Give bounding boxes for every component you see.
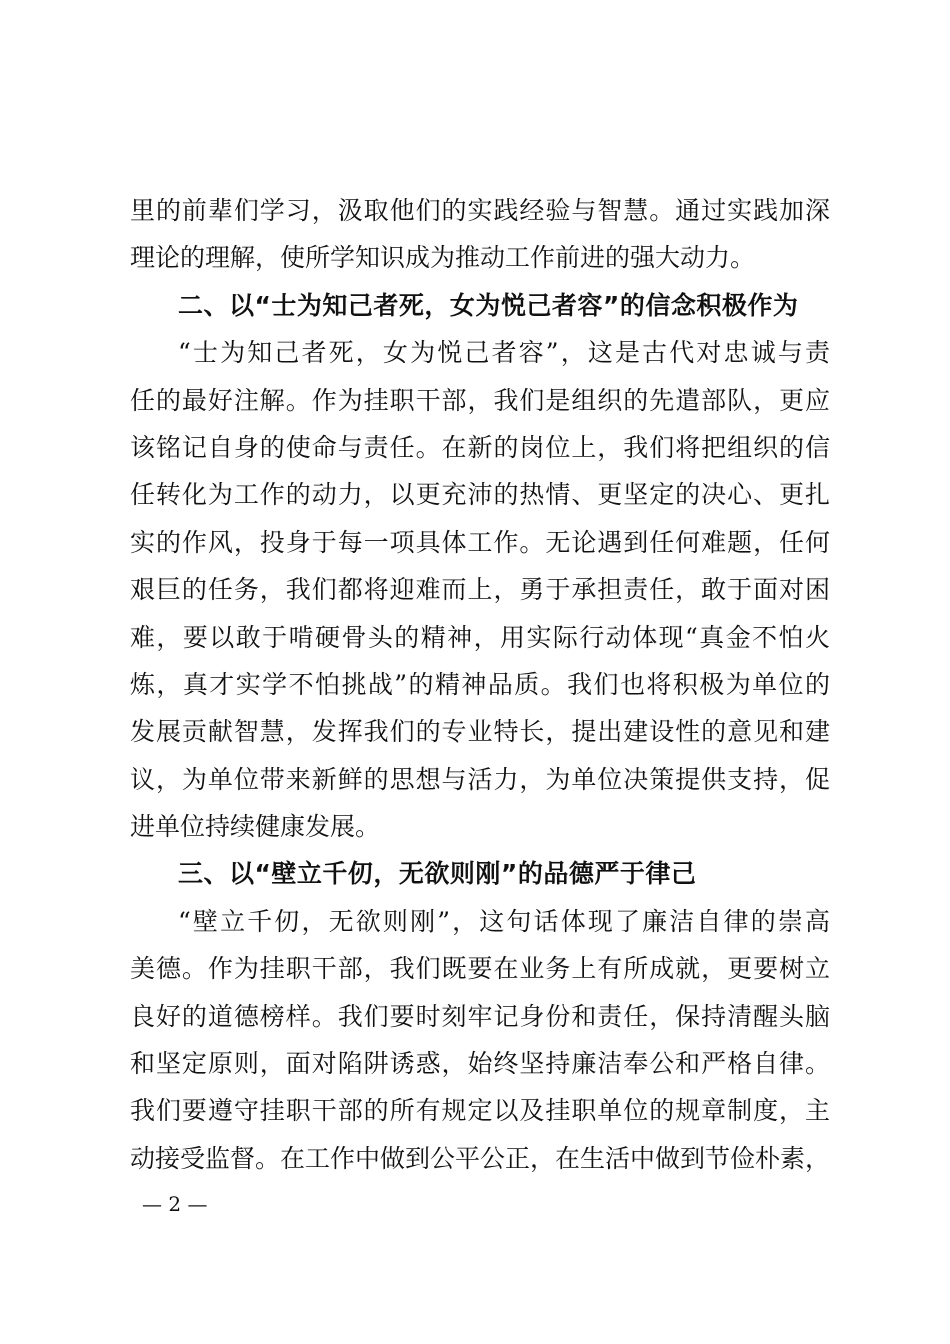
section-heading-2: 二、以“士为知己者死，女为悦己者容”的信念积极作为 — [178, 290, 799, 320]
text-line: 我们要遵守挂职干部的所有规定以及挂职单位的规章制度，主 — [130, 1096, 830, 1126]
text-line: 里的前辈们学习，汲取他们的实践经验与智慧。通过实践加深 — [130, 196, 830, 225]
text-line: 实的作风，投身于每一项具体工作。无论遇到任何难题，任何 — [130, 527, 830, 557]
page-number: — 2 — — [142, 1192, 208, 1216]
text-line: 动接受监督。在工作中做到公平公正，在生活中做到节俭朴素， — [130, 1143, 831, 1173]
text-line: “士为知己者死，女为悦己者容”，这是古代对忠诚与责 — [178, 338, 830, 368]
text-line: 难，要以敢于啃硬骨头的精神，用实际行动体现“真金不怕火 — [130, 622, 830, 652]
text-line: 任转化为工作的动力，以更充沛的热情、更坚定的决心、更扎 — [130, 480, 830, 510]
text-line: 任的最好注解。作为挂职干部，我们是组织的先遣部队，更应 — [130, 385, 830, 415]
text-line: 和坚定原则，面对陷阱诱惑，始终坚持廉洁奉公和严格自律。 — [130, 1049, 830, 1079]
section-heading-3: 三、以“壁立千仞，无欲则刚”的品德严于律己 — [178, 859, 697, 889]
text-line: 进单位持续健康发展。 — [130, 812, 381, 842]
text-line: 良好的道德榜样。我们要时刻牢记身份和责任，保持清醒头脑 — [130, 1001, 830, 1031]
text-line: 炼，真才实学不怕挑战”的精神品质。我们也将积极为单位的 — [130, 669, 830, 699]
body-text — [130, 187, 830, 1182]
text-line: 发展贡献智慧，发挥我们的专业特长，提出建设性的意见和建 — [130, 717, 830, 747]
text-line: 议，为单位带来新鲜的思想与活力，为单位决策提供支持，促 — [130, 764, 830, 794]
text-line: 美德。作为挂职干部，我们既要在业务上有所成就，更要树立 — [130, 954, 830, 984]
text-line: 该铭记自身的使命与责任。在新的岗位上，我们将把组织的信 — [130, 432, 830, 462]
text-line: 理论的理解，使所学知识成为推动工作前进的强大动力。 — [130, 243, 756, 273]
text-line: 艰巨的任务，我们都将迎难而上，勇于承担责任，敢于面对困 — [130, 575, 830, 605]
text-line: “壁立千仞，无欲则刚”，这句话体现了廉洁自律的崇高 — [178, 906, 830, 936]
